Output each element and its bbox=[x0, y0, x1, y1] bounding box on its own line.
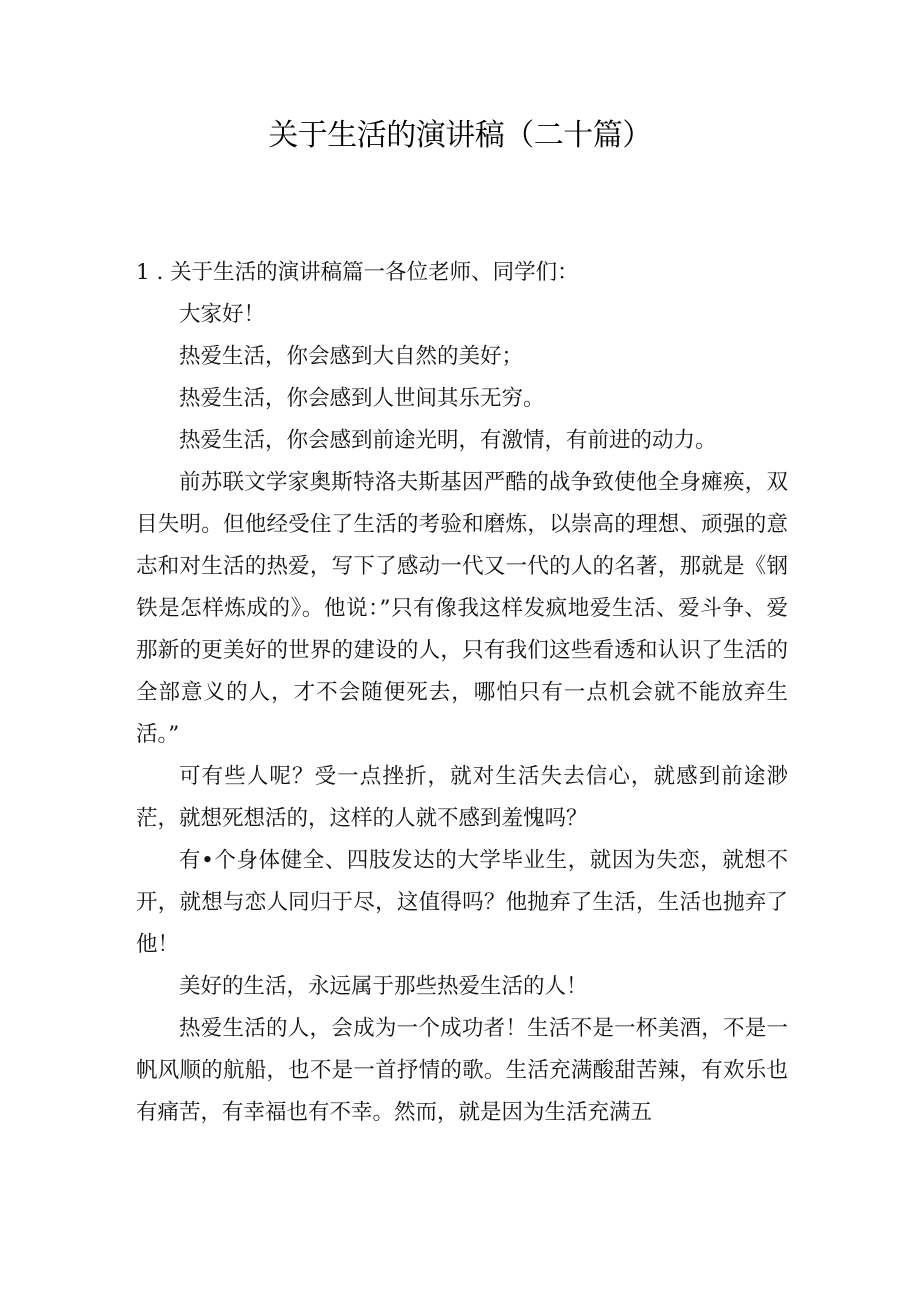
paragraph: 热爱生活，你会感到大自然的美好； bbox=[179, 344, 524, 369]
paragraph: 美好的生活，永远属于那些热爱生活的人！ bbox=[179, 974, 588, 999]
paragraph: 有•个身体健全、四肢发达的大学毕业生，就因为失恋，就想不开，就想与恋人同归于尽，这值得吗？他抛弃了生活，生活也抛弃了他！ bbox=[136, 848, 788, 957]
section-heading: 1 . 关于生活的演讲稿篇一各位老师、同学们： bbox=[136, 260, 579, 285]
paragraph: 热爱生活，你会感到人世间其乐无穷。 bbox=[179, 386, 545, 411]
paragraph: 前苏联文学家奥斯特洛夫斯基因严酷的战争致使他全身瘫痪，双目失明。但他经受住了生活的考验和磨炼，以崇高的理想、顽强的意志和对生活的热爱，写下了感动一代又一代的人的名著，那就是《钢铁是怎样炼成的》。他说：”只有像我这样发疯地爱生活、爱斗争、爱那新的更美好的世界的建设的人，只有我们这些看透和认识了生活的全部意义的人，才不会随便死去，哪怕只有一点机会就不能放弃生活。” bbox=[136, 470, 788, 747]
paragraph: 热爱生活，你会感到前途光明，有激情，有前进的动力。 bbox=[179, 428, 717, 453]
paragraph: 大家好！ bbox=[179, 302, 266, 327]
paragraph: 热爱生活的人，会成为一个成功者！生活不是一杯美酒，不是一帆风顺的航船，也不是一首抒情的歌。生活充满酸甜苦辣，有欢乐也有痛苦，有幸福也有不幸。然而，就是因为生活充满五 bbox=[136, 1016, 788, 1125]
paragraph: 可有些人呢？受一点挫折，就对生活失去信心，就感到前途渺茫，就想死想活的，这样的人就不感到羞愧吗？ bbox=[136, 764, 788, 831]
document-body bbox=[136, 252, 788, 1134]
document-title: 关于生活的演讲稿（二十篇） bbox=[268, 118, 652, 153]
